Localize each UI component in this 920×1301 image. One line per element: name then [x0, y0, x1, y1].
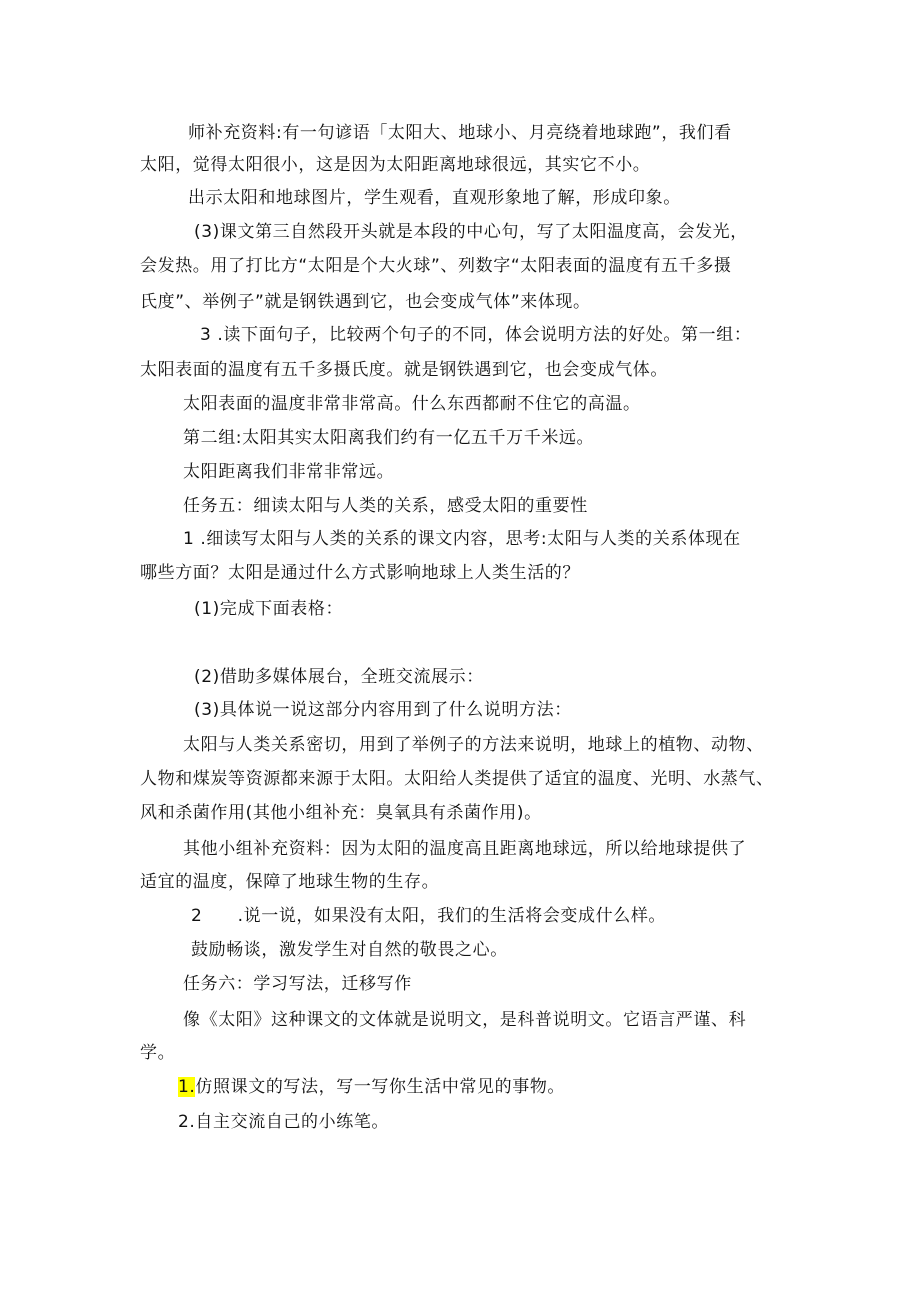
paragraph-line: (2)借助多媒体展台，全班交流展示： — [194, 667, 484, 687]
highlighted-number: 1. — [178, 1077, 196, 1097]
paragraph-line: 太阳与人类关系密切，用到了举例子的方法来说明，地球上的植物、动物、 — [183, 735, 764, 755]
paragraph-line: 鼓励畅谈，激发学生对自然的敬畏之心。 — [191, 940, 508, 960]
paragraph-line: 2 .说一说，如果没有太阳，我们的生活将会变成什么样。 — [191, 906, 667, 926]
paragraph-line: 适宜的温度，保障了地球生物的生存。 — [140, 872, 440, 892]
paragraph-line: 太阳，觉得太阳很小，这是因为太阳距离地球很远，其实它不小。 — [140, 155, 651, 175]
paragraph-line: 像《太阳》这种课文的文体就是说明文，是科普说明文。它语言严谨、科 — [183, 1010, 747, 1030]
paragraph-line: 其他小组补充资料：因为太阳的温度高且距离地球远，所以给地球提供了 — [183, 839, 747, 859]
paragraph-line: 太阳表面的温度有五千多摄氏度。就是钢铁遇到它，也会变成气体。 — [140, 360, 668, 380]
paragraph-line: 师补充资料:有一句谚语「太阳大、地球小、月亮绕着地球跑”，我们看 — [188, 123, 732, 143]
paragraph-line — [178, 1075, 565, 1099]
paragraph-line: 出示太阳和地球图片，学生观看，直观形象地了解，形成印象。 — [188, 188, 681, 208]
paragraph-line: 学。 — [140, 1043, 176, 1063]
paragraph-line: 太阳距离我们非常非常远。 — [183, 462, 395, 482]
paragraph-line: 3 .读下面句子，比较两个句子的不同，体会说明方法的好处。第一组： — [200, 325, 752, 345]
paragraph-line: 人物和煤炭等资源都来源于太阳。太阳给人类提供了适宜的温度、光明、水蒸气、 — [140, 769, 774, 789]
paragraph-line: 1 .细读写太阳与人类的关系的课文内容，思考:太阳与人类的关系体现在 — [183, 529, 741, 549]
paragraph-line: (1)完成下面表格： — [194, 599, 344, 619]
section-heading: 任务五：细读太阳与人类的关系，感受太阳的重要性 — [183, 496, 588, 516]
section-heading: 任务六：学习写法，迁移写作 — [183, 974, 412, 994]
paragraph-line: 太阳表面的温度非常非常高。什么东西都耐不住它的高温。 — [183, 394, 641, 414]
paragraph-line: 2.自主交流自己的小练笔。 — [178, 1112, 390, 1132]
paragraph-text: 仿照课文的写法，写一写你生活中常见的事物。 — [195, 1077, 566, 1097]
paragraph-line: 第二组:太阳其实太阳离我们约有一亿五千万千米远。 — [183, 428, 595, 448]
paragraph-line: (3)具体说一说这部分内容用到了什么说明方法： — [194, 700, 572, 720]
paragraph-line: 风和杀菌作用(其他小组补充：臭氧具有杀菌作用)。 — [140, 803, 542, 823]
paragraph-line: 氏度”、举例子”就是钢铁遇到它，也会变成气体”来体现。 — [140, 292, 591, 312]
paragraph-line: (3)课文第三自然段开头就是本段的中心句，写了太阳温度高，会发光， — [194, 222, 748, 242]
paragraph-line: 哪些方面？太阳是通过什么方式影响地球上人类生活的？ — [140, 563, 580, 583]
paragraph-line: 会发热。用了打比方“太阳是个大火球”、列数字“太阳表面的温度有五千多摄 — [140, 256, 732, 276]
